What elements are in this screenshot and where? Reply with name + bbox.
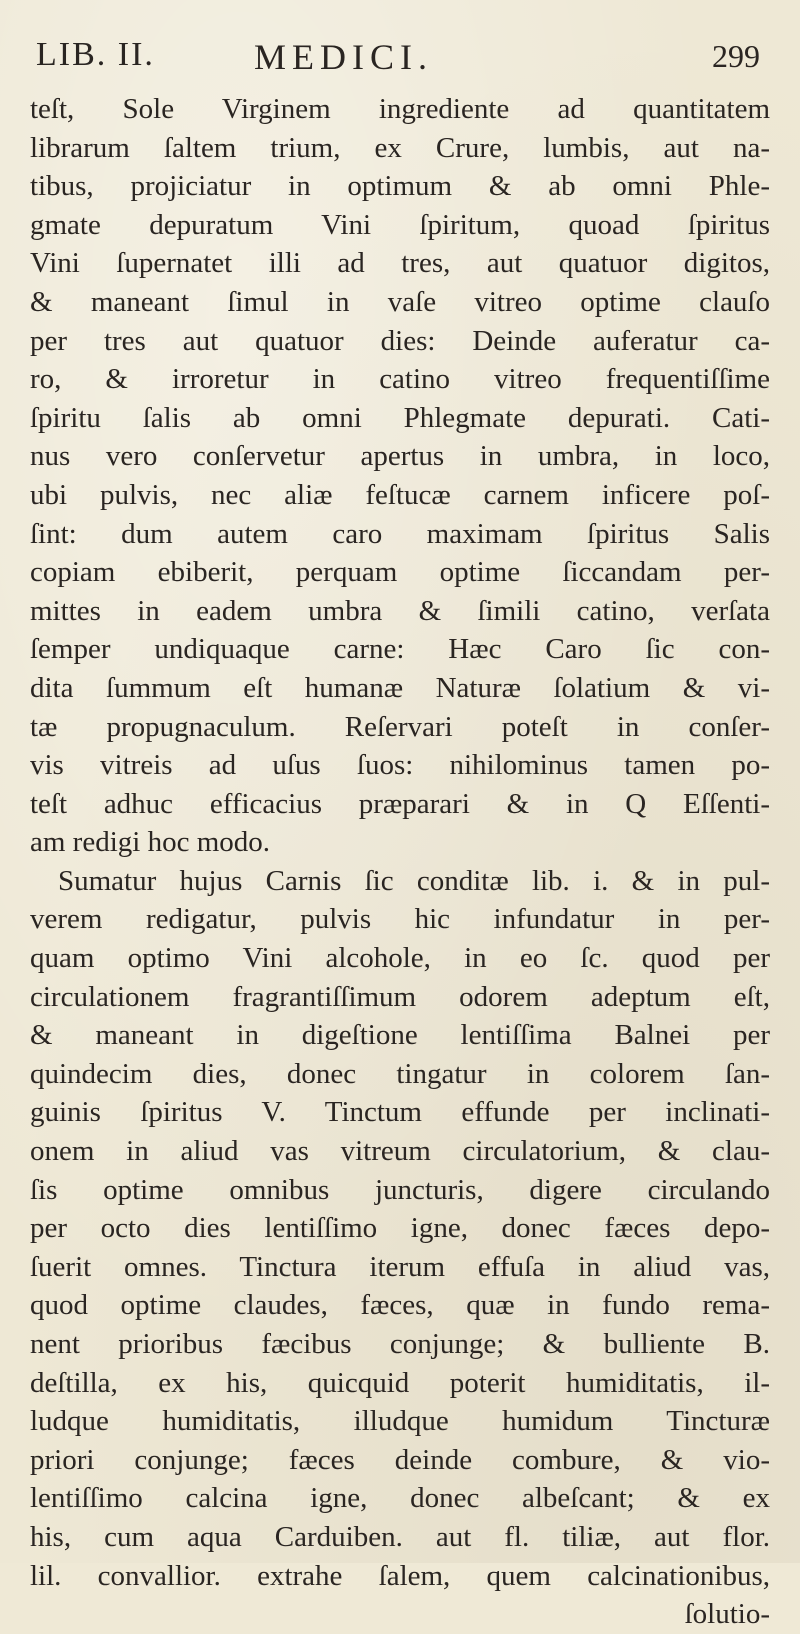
text-line: ubi pulvis, nec aliæ feſtucæ carnem inficere poſ- bbox=[30, 478, 770, 511]
text-line: ſint: dum autem caro maximam ſpiritus Salis bbox=[30, 517, 770, 550]
body-text bbox=[30, 90, 770, 1634]
text-line: mittes in eadem umbra & ſimili catino, verſata bbox=[30, 594, 770, 627]
text-line: ſemper undiquaque carne: Hæc Caro ſic con- bbox=[30, 633, 770, 666]
text-line: librarum ſaltem trium, ex Crure, lumbis, aut na- bbox=[30, 131, 770, 164]
text-line: guinis ſpiritus V. Tinctum effunde per inclinati- bbox=[30, 1096, 770, 1129]
text-line: quam optimo Vini alcohole, in eo ſc. quod per bbox=[30, 942, 770, 975]
text-line: quod optime claudes, fæces, quæ in fundo rema- bbox=[30, 1289, 770, 1322]
text-line: quindecim dies, donec tingatur in colorem ſan- bbox=[30, 1057, 770, 1090]
text-line: nent prioribus fæcibus conjunge; & bulliente B. bbox=[30, 1328, 770, 1360]
text-line: teſt adhuc efficacius præparari & in Q Eſſenti- bbox=[30, 787, 770, 820]
text-line: ro, & irroretur in catino vitreo frequentiſſime bbox=[30, 363, 770, 396]
running-title: MEDICI. bbox=[254, 37, 433, 77]
text-line: ſis optime omnibus juncturis, digere circulando bbox=[30, 1173, 770, 1206]
text-line: tibus, projiciatur in optimum & ab omni Phle- bbox=[30, 170, 770, 203]
text-line: tæ propugnaculum. Reſervari poteſt in conſer- bbox=[30, 710, 770, 743]
text-line: ſpiritu ſalis ab omni Phlegmate depurati. Cati- bbox=[30, 401, 770, 434]
text-line: dita ſummum eſt humanæ Naturæ ſolatium & vi- bbox=[30, 671, 770, 704]
text-line: lentiſſimo calcina igne, donec albeſcant; & ex bbox=[30, 1482, 770, 1515]
text-line: lil. convallior. extrahe ſalem, quem calcinationibus, bbox=[30, 1559, 770, 1592]
text-line: teſt, Sole Virginem ingrediente ad quantitatem bbox=[30, 93, 770, 125]
book-section-label: LIB. II. bbox=[36, 36, 155, 73]
text-line: circulationem fragrantiſſimum odorem adeptum eſt, bbox=[30, 980, 770, 1013]
text-line: nus vero conſervetur apertus in umbra, in loco, bbox=[30, 440, 770, 473]
text-line: & maneant ſimul in vaſe vitreo optime clauſo bbox=[30, 285, 770, 318]
text-line: priori conjunge; fæces deinde combure, & vio- bbox=[30, 1443, 770, 1476]
text-line: Vini ſupernatet illi ad tres, aut quatuor digitos, bbox=[30, 247, 770, 280]
text-line: onem in aliud vas vitreum circulatorium, & clau- bbox=[30, 1135, 770, 1168]
text-line: ludque humiditatis, illudque humidum Tincturæ bbox=[30, 1405, 770, 1438]
paragraph-end-line: am redigi hoc modo. bbox=[30, 826, 271, 859]
text-line: & maneant in digeſtione lentiſſima Balnei per bbox=[30, 1019, 770, 1052]
text-line: his, cum aqua Carduiben. aut fl. tiliæ, aut flor. bbox=[30, 1520, 770, 1553]
page-number: 299 bbox=[712, 38, 760, 74]
text-line: deſtilla, ex his, quicquid poterit humiditatis, il- bbox=[30, 1366, 770, 1399]
text-line: ſuerit omnes. Tinctura iterum effuſa in aliud vas, bbox=[30, 1250, 770, 1283]
running-header bbox=[36, 36, 760, 84]
text-line: verem redigatur, pulvis hic infundatur in per- bbox=[30, 903, 770, 936]
text-line: vis vitreis ad uſus ſuos: nihilominus tamen po- bbox=[30, 749, 770, 782]
text-line: per tres aut quatuor dies: Deinde auferatur ca- bbox=[30, 324, 770, 357]
text-line: per octo dies lentiſſimo igne, donec fæces depo- bbox=[30, 1212, 770, 1245]
text-line: copiam ebiberit, perquam optime ſiccandam per- bbox=[30, 556, 770, 589]
paragraph-start-line: Sumatur hujus Carnis ſic conditæ lib. i. & in pul- bbox=[58, 864, 770, 897]
catchword: ſolutio- bbox=[684, 1598, 770, 1631]
text-line: gmate depuratum Vini ſpiritum, quoad ſpiritus bbox=[30, 208, 770, 241]
